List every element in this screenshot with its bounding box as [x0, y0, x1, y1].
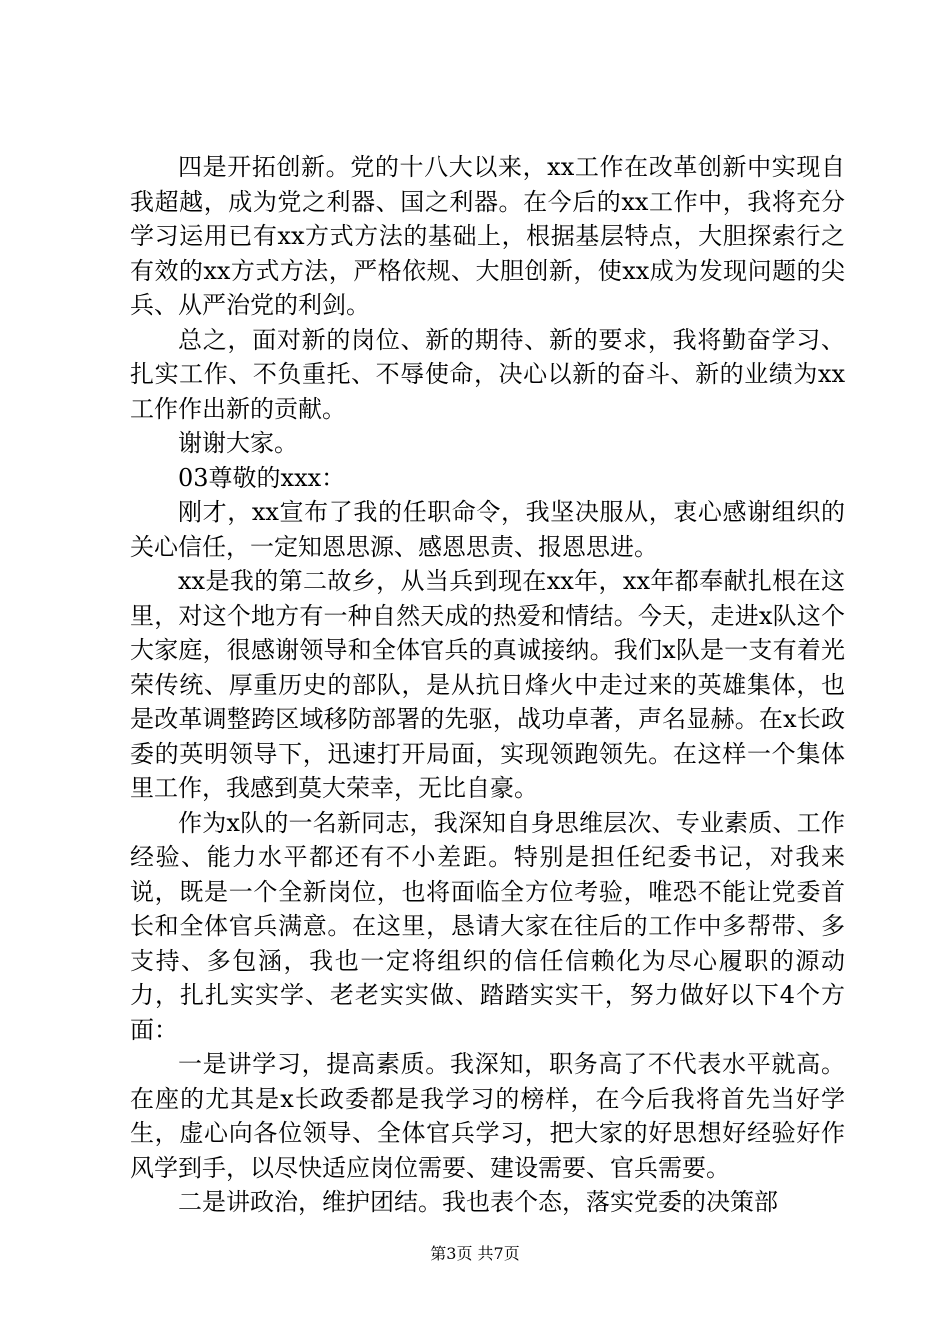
document-body: [130, 150, 845, 1220]
paragraph: 刚才，xx宣布了我的任职命令，我坚决服从，衷心感谢组织的关心信任，一定知恩思源、感恩思责、报恩思进。: [130, 498, 845, 561]
paragraph: 二是讲政治，维护团结。我也表个态，落实党委的决策部: [178, 1188, 778, 1216]
paragraph: 一是讲学习，提高素质。我深知，职务高了不代表水平就高。在座的尤其是x长政委都是我学习的榜样，在今后我将首先当好学生，虚心向各位领导、全体官兵学习，把大家的好思想好经验好作风学到手，以尽快适应岗位需要、建设需要、官兵需要。: [130, 1050, 845, 1182]
paragraph: 总之，面对新的岗位、新的期待、新的要求，我将勤奋学习、扎实工作、不负重托、不辱使命，决心以新的奋斗、新的业绩为xx工作作出新的贡献。: [130, 325, 845, 423]
page-footer: [0, 1244, 950, 1264]
paragraph: xx是我的第二故乡，从当兵到现在xx年，xx年都奉献扎根在这里，对这个地方有一种自然天成的热爱和情结。今天，走进x队这个大家庭，很感谢领导和全体官兵的真诚接纳。我们x队是一支有着光荣传统、厚重历史的部队，是从抗日烽火中走过来的英雄集体，也是改革调整跨区域移防部署的先驱，战功卓著，声名显赫。在x长政委的英明领导下，迅速打开局面，实现领跑领先。在这样一个集体里工作，我感到莫大荣幸，无比自豪。: [130, 567, 845, 802]
paragraph: 03尊敬的xxx：: [178, 463, 346, 492]
paragraph: 四是开拓创新。党的十八大以来，xx工作在改革创新中实现自我超越，成为党之利器、国之利器。在今后的xx工作中，我将充分学习运用已有xx方式方法的基础上，根据基层特点，大胆探索行之有效的xx方式方法，严格依规、大胆创新，使xx成为发现问题的尖兵、从严治党的利剑。: [130, 153, 845, 319]
paragraph: 谢谢大家。: [178, 429, 298, 457]
paragraph: 作为x队的一名新同志，我深知自身思维层次、专业素质、工作经验、能力水平都还有不小差距。特别是担任纪委书记，对我来说，既是一个全新岗位，也将面临全方位考验，唯恐不能让党委首长和全体官兵满意。在这里，恳请大家在往后的工作中多帮带、多支持、多包涵，我也一定将组织的信任信赖化为尽心履职的源动力，扎扎实实学、老老实实做、踏踏实实干，努力做好以下4个方面：: [130, 808, 845, 1044]
page-indicator: 第3页 共7页: [430, 1244, 520, 1263]
